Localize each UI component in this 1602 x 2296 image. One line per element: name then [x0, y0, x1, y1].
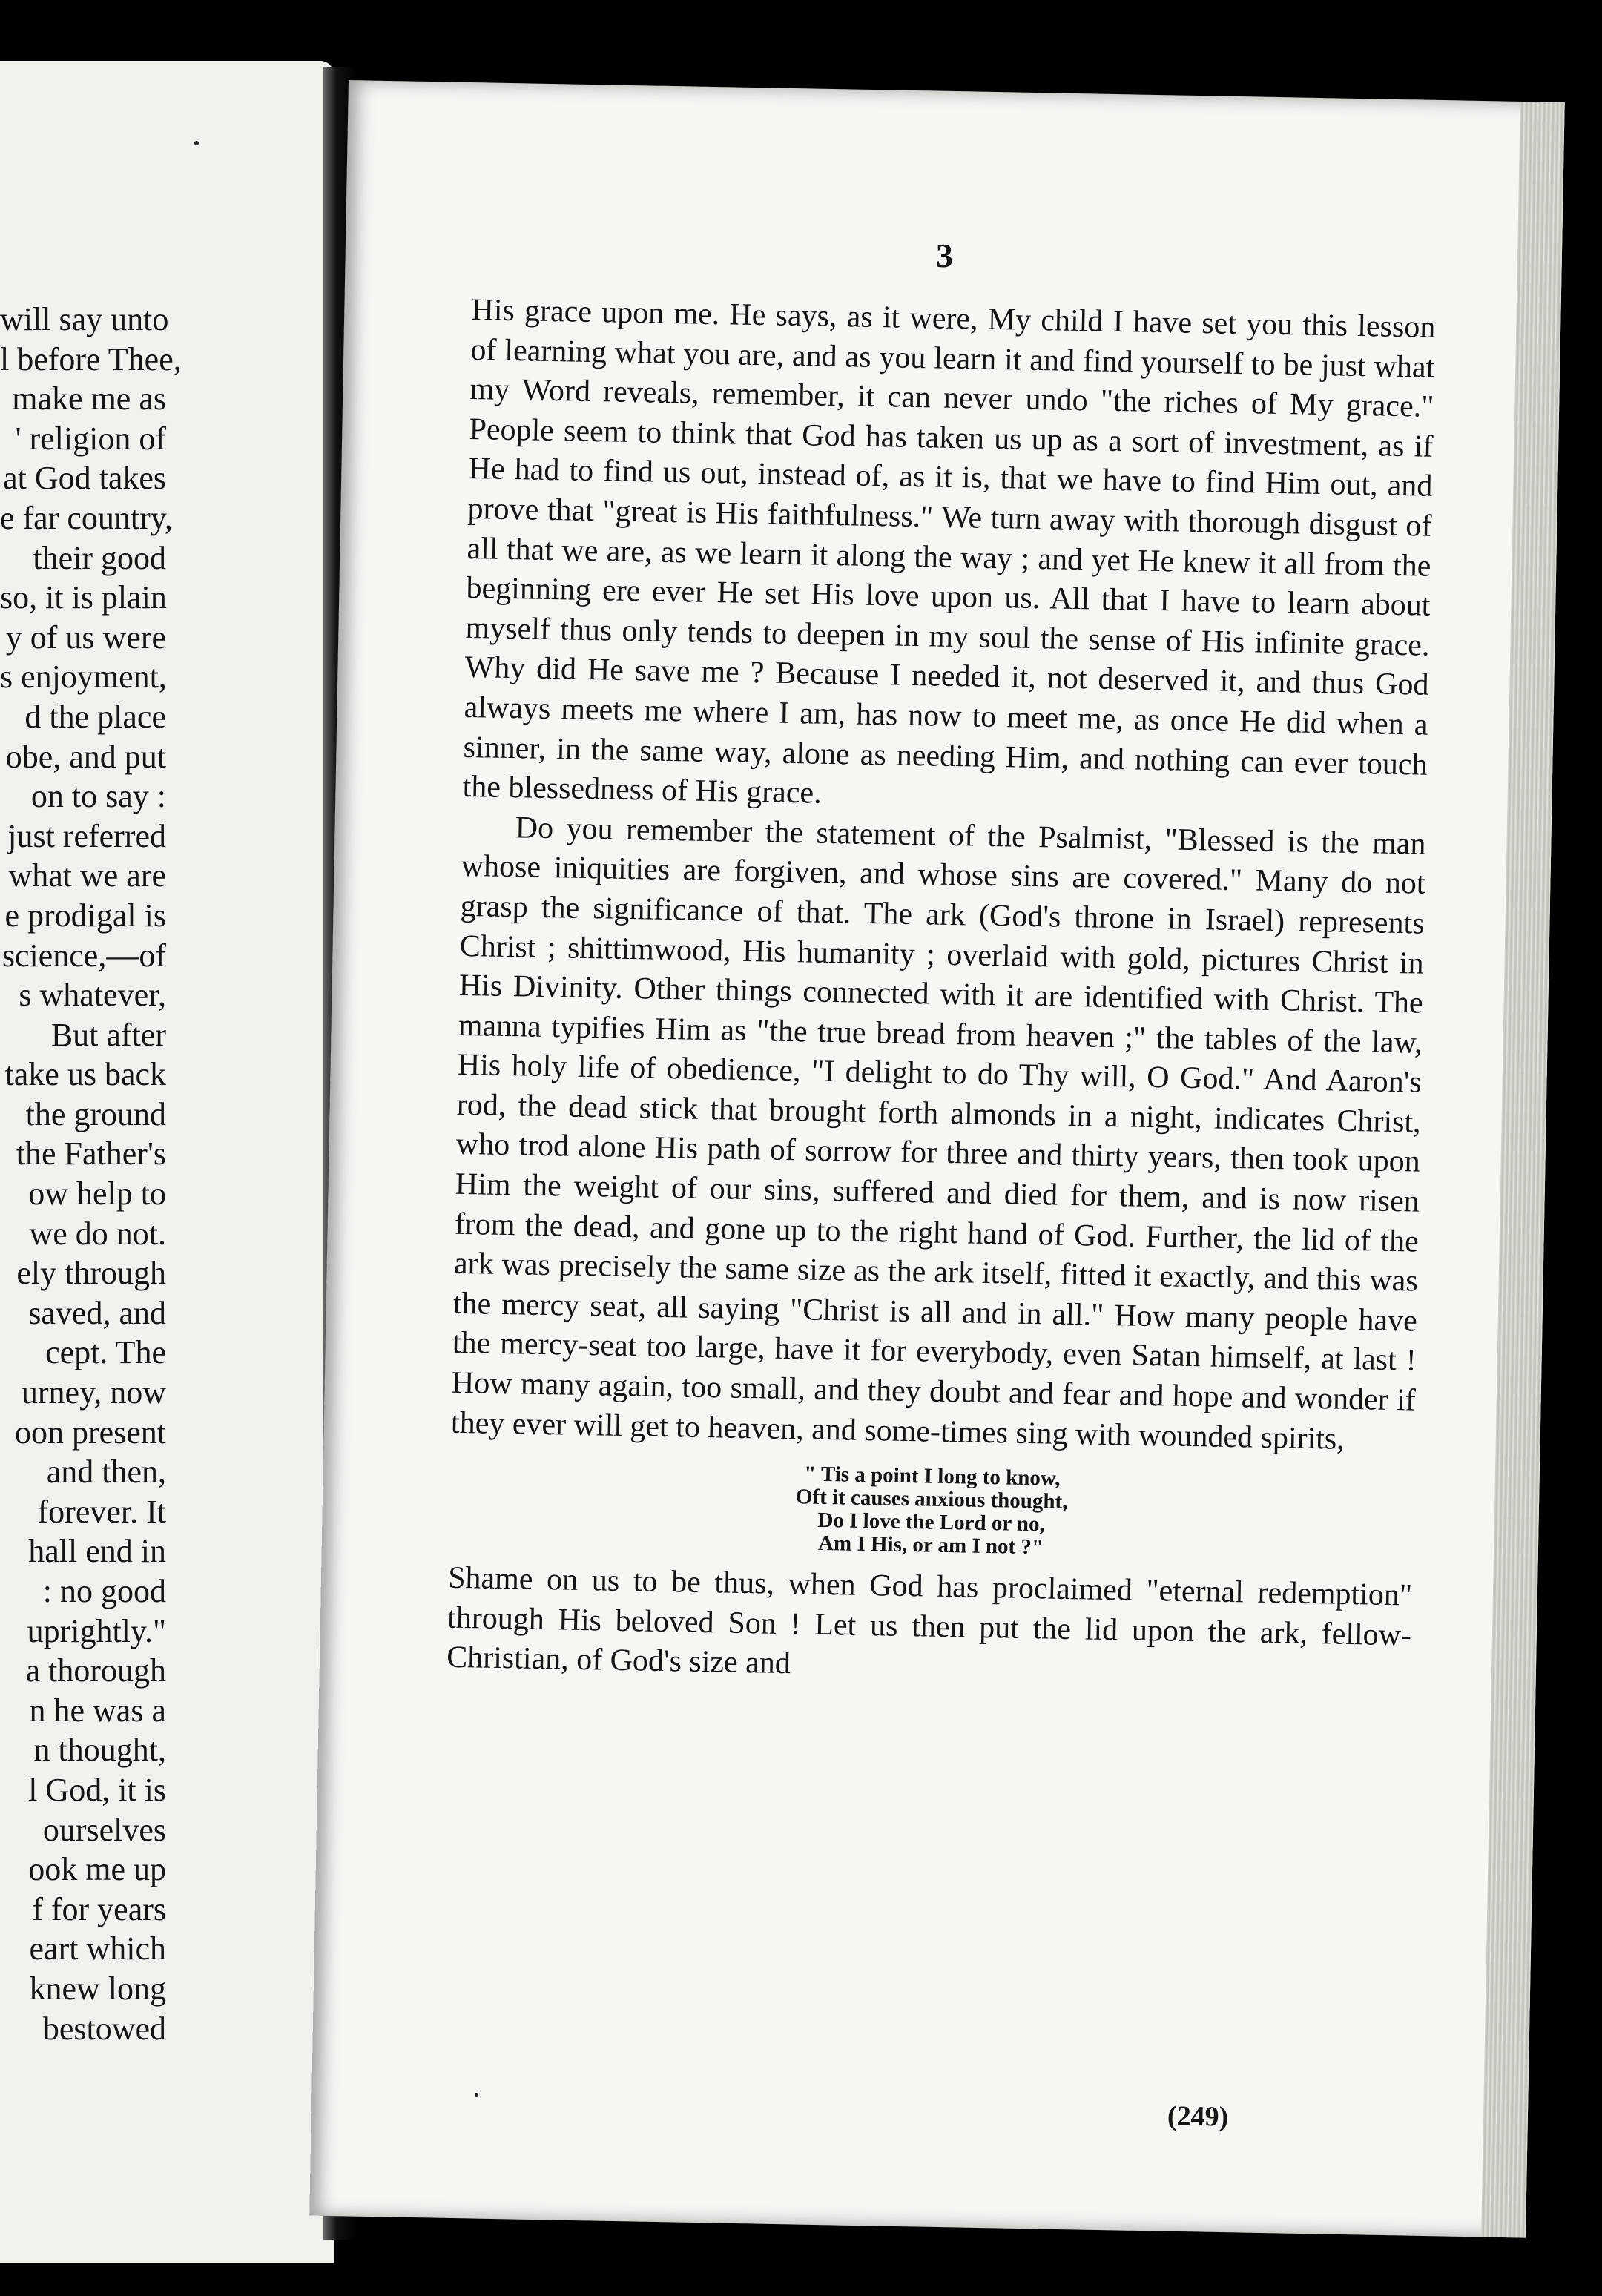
footer-page-number: (249) — [1167, 2100, 1229, 2133]
left-page-line: will say unto — [0, 301, 169, 337]
left-page-line: at God takes — [3, 460, 166, 497]
left-page-line: f for years — [32, 1890, 166, 1927]
left-page-line: eart which — [29, 1930, 166, 1967]
left-page-line: we do not. — [29, 1215, 166, 1252]
left-page-line: oon present — [14, 1413, 166, 1451]
left-page-line: urney, now — [21, 1374, 166, 1411]
paragraph-2: Do you remember the statement of the Psalmist, "Blessed is the man whose iniquities are forgiven, and whose sins are covered." Many do not grasp the significance of that. The ark (God's throne in Israel) represents Christ ; shittimwood, His humanity ; overlaid with gold, pictures Christ in His Divinity. Other things connected with it are identified with Christ. The manna typifies Him as "the true bread from heaven ;" the tables of the law, His holy life of obedience, "I delight to do Thy will, O God." And Aaron's rod, the dead stick that brought forth almonds in a night, indicates Christ, who trod alone His path of sorrow for three and thirty years, then took upon Him the weight of our sins, suffered and died for them, and is now risen from the dead, and gone up to the right hand of God. Further, the lid of the ark was precisely the same size as the ark itself, fitted it exactly, and this was the mercy seat, all saying "Christ is all and in all." How many people have the mercy-seat too large, have it for everybody, even Satan himself, at last ! How many again, too small, and they doubt and fear and hope and wonder if they ever will get to heaven, and some-times sing with wounded spirits, — [450, 810, 1426, 1457]
page-edges — [1481, 102, 1565, 2238]
left-page-line: l before Thee, — [0, 340, 182, 377]
left-page-line: the ground — [25, 1095, 166, 1132]
paragraph-1: His grace upon me. He says, as it were, My child I have set you this lesson of learning what you are, and as you learn it and find yourself to be just what my Word reveals, remember, it can never undo "the riches of My grace." People seem to think that God has taken us up as a sort of investment, as if He had to find us out, instead of, as it is, that we have to find Him out, and prove that "great is His faithfulness." We turn away with thorough disgust of all that we are, as we learn it along the way ; and yet He knew it all from the beginning ere ever He set His love upon us. All that I have to learn about myself thus only tends to deepen in my soul the sense of His infinite grace. Why did He save me ? Because I needed it, not deserved it, and thus God always meets me where I am, has now to meet me, as once He did when a sinner, in the same way, alone as needing Him, and nothing can ever touch the blessedness of His grace. — [462, 292, 1436, 811]
left-page-line: ourselves — [42, 1811, 166, 1848]
left-page-line: forever. It — [37, 1493, 166, 1530]
poem-line: Oft it causes anxious thought, — [795, 1485, 1068, 1514]
left-page-line: e prodigal is — [4, 897, 166, 934]
left-page-line: take us back — [4, 1056, 166, 1093]
right-page-text — [446, 291, 1436, 1696]
left-page-line: just referred — [7, 817, 166, 854]
left-page-line: n he was a — [29, 1692, 166, 1729]
left-page-line: on to say : — [30, 778, 166, 815]
left-page-line: and then, — [46, 1454, 166, 1491]
left-page-line: saved, and — [28, 1294, 166, 1331]
poem-line: Am I His, or am I not ?" — [817, 1531, 1044, 1560]
poem-line: Do I love the Lord or no, — [817, 1508, 1046, 1537]
left-page-line: make me as — [12, 380, 166, 418]
left-page-line: cept. The — [45, 1334, 166, 1371]
poem-quote — [449, 1457, 1414, 1566]
left-page-line: y of us were — [5, 618, 166, 656]
left-page-line: e far country, — [0, 499, 173, 536]
left-page-line: ely through — [16, 1255, 166, 1292]
left-page-line: hall end in — [28, 1533, 166, 1570]
left-page-line: so, it is plain — [0, 579, 167, 616]
left-page-line: ow help to — [28, 1175, 166, 1213]
left-page-line: ' religion of — [15, 420, 166, 457]
left-page-line: science,—of — [1, 937, 166, 974]
left-page-line: s whatever, — [19, 977, 166, 1014]
left-page-line: But after — [50, 1016, 166, 1053]
scan-speck — [475, 2093, 478, 2097]
left-page-line: s enjoyment, — [0, 659, 167, 696]
left-page-line: n thought, — [33, 1732, 166, 1769]
left-page-line: : no good — [42, 1573, 166, 1609]
left-page-line: the Father's — [16, 1135, 166, 1172]
left-page-line: d the place — [24, 698, 166, 735]
scan-speck — [194, 141, 199, 145]
left-page-line: uprightly." — [27, 1612, 166, 1649]
paragraph-closing: Shame on us to be thus, when God has proclaimed "eternal redemption" through His beloved Son ! Let us then put the lid upon the ark, fellow-Christian, of God's size and — [446, 1560, 1413, 1681]
left-page-line: knew long — [29, 1970, 166, 2007]
left-page-line: ook me up — [28, 1851, 166, 1888]
left-page-line: what we are — [8, 857, 166, 894]
left-page-line: obe, and put — [5, 738, 166, 775]
left-page-text — [0, 300, 182, 2048]
left-page-line: bestowed — [42, 2010, 166, 2047]
left-page-line: a thorough — [25, 1652, 166, 1689]
left-page-line: l God, it is — [28, 1771, 166, 1808]
page-number: 3 — [936, 237, 953, 274]
poem-line: " Tis a point I long to know, — [803, 1462, 1061, 1491]
left-page-line: their good — [33, 539, 166, 576]
